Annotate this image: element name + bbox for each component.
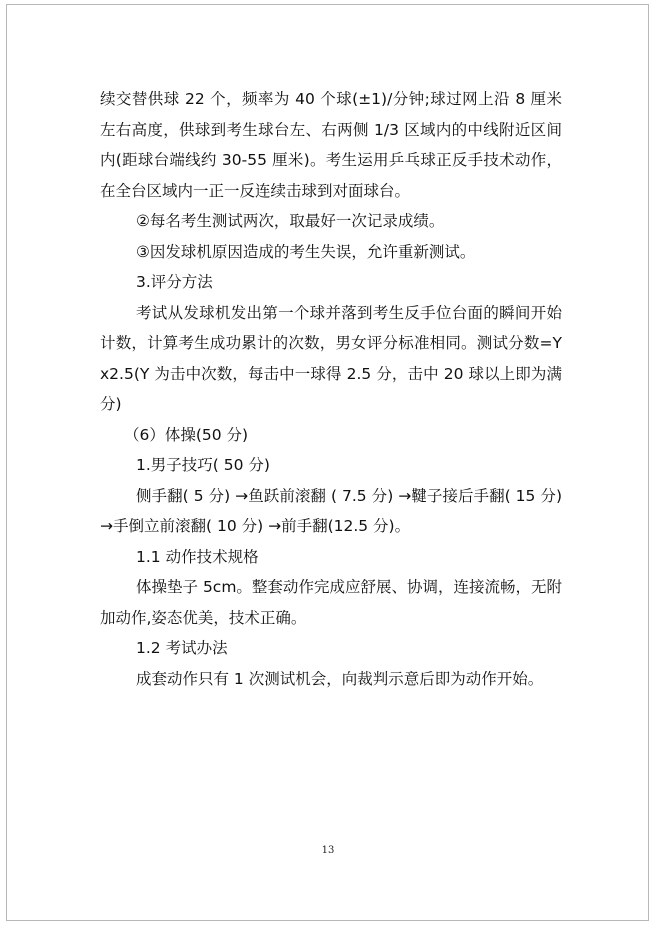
paragraph-two-attempts: ②每名考生测试两次，取最好一次记录成绩。 [136,212,445,230]
paragraph-skill-sequence: 侧手翻( 5 分) →鱼跃前滚翻 ( 7.5 分) →鞬子接后手翻( 15 分) →手倒立前滚翻( 10 分) →前手翻(12.5 分)。 [100,486,562,535]
heading-scoring-method: 3.评分方法 [136,273,213,291]
paragraph-exam-method: 成套动作只有 1 次测试机会，向裁判示意后即为动作开始。 [136,669,544,688]
heading-technical-specs: 1.1 动作技术规格 [136,547,259,566]
page-number: 13 [321,845,335,856]
heading-exam-method: 1.2 考试办法 [136,639,228,657]
paragraph-machine-fault: ③因发球机原因造成的考生失误，允许重新测试。 [136,242,476,261]
paragraph-scoring-details: 考试从发球机发出第一个球并落到考生反手位台面的瞬间开始计数，计算考生成功累计的次数，男女评分标准相同。测试分数=Yx2.5(Y 为击中次数，每击中一球得 2.5 分，击中 20 球以上即为满分) [100,303,562,413]
paragraph-technical-specs: 体操垫子 5cm。整套动作完成应舒展、协调，连接流畅，无附加动作,姿态优美，技术正确。 [100,578,562,627]
document-body [100,84,562,694]
heading-gymnastics: （6）体操(50 分) [124,425,249,444]
paragraph-serving-rules: 续交替供球 22 个，频率为 40 个球(±1)/分钟;球过网上沿 8 厘米左右高度，供球到考生球台左、右两侧 1/3 区域内的中线附近区间内(距球台端线约 30-55 厘米)。考生运用乒乓球正反手技术动作，在全台区域内一正一反连续击球到对面球台。 [100,90,562,200]
heading-male-skills: 1.男子技巧( 50 分) [136,456,270,474]
